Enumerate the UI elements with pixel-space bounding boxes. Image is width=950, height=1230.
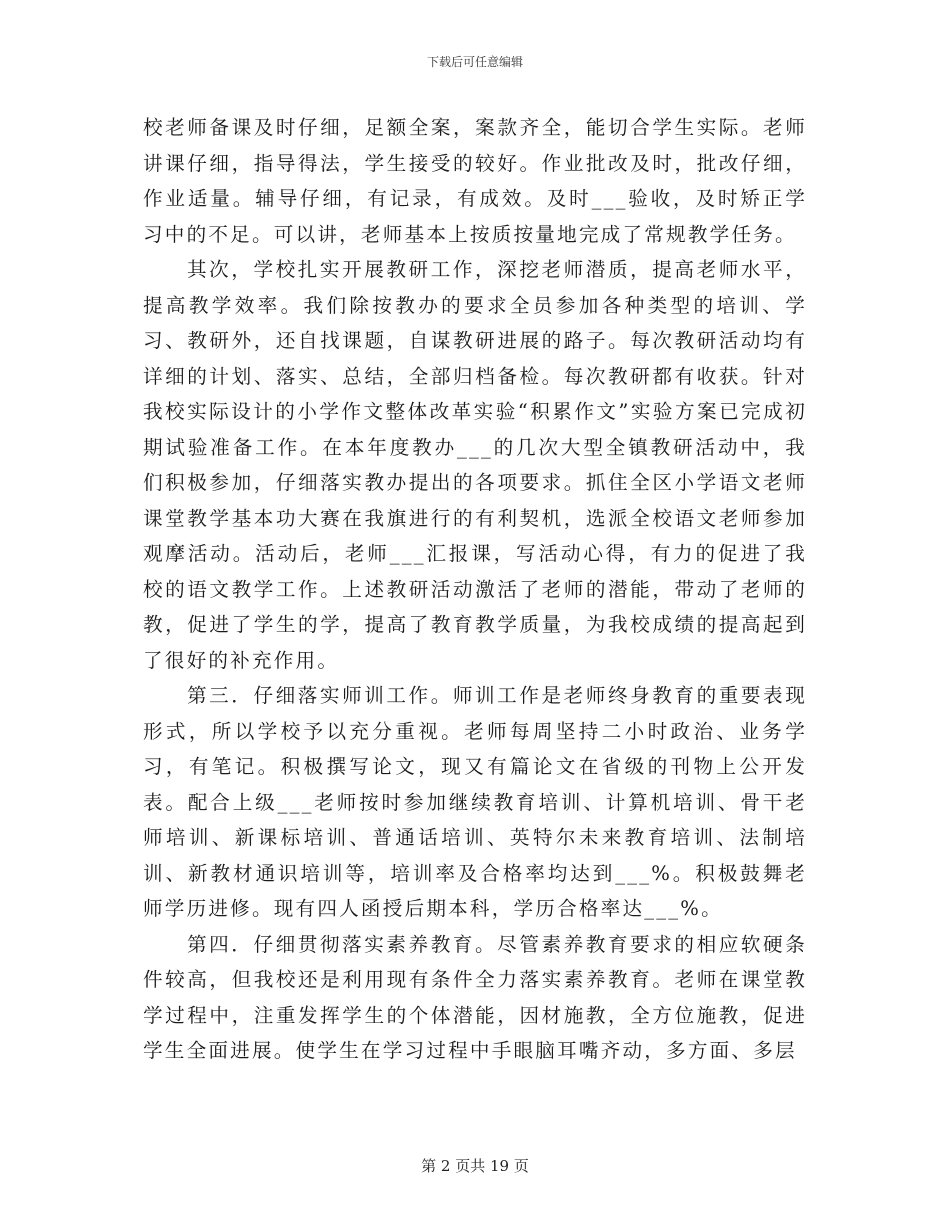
page-header-note: 下载后可任意编辑 [426, 55, 523, 69]
document-body [143, 110, 807, 1069]
paragraph-second: 其次，学校扎实开展教研工作，深挖老师潜质，提高老师水平，提高教学效率。我们除按教办的要求全员参加各种类型的培训、学习、教研外，还自找课题，自谋教研进展的路子。每次教研活动均有详细的计划、落实、总结，全部归档备检。每次教研都有收获。针对我校实际设计的小学作文整体改革实验“积累作文”实验方案已完成初期试验准备工作。在本年度教办___的几次大型全镇教研活动中，我们积极参加，仔细落实教办提出的各项要求。抓住全区小学语文老师课堂教学基本功大赛在我旗进行的有利契机，选派全校语文老师参加观摩活动。活动后，老师___汇报课，写活动心得，有力的促进了我校的语文教学工作。上述教研活动激活了老师的潜能，带动了老师的教，促进了学生的学，提高了教育教学质量，为我校成绩的提高起到了很好的补充作用。 [143, 258, 807, 672]
paragraph-fourth: 第四．仔细贯彻落实素养教育。尽管素养教育要求的相应软硬条件较高，但我校还是利用现有条件全力落实素养教育。老师在课堂教学过程中，注重发挥学生的个体潜能，因材施教，全方位施教，促进学生全面进展。使学生在学习过程中手眼脑耳嘴齐动，多方面、多层 [143, 932, 807, 1062]
paragraph-continuation: 校老师备课及时仔细，足额全案，案款齐全，能切合学生实际。老师讲课仔细，指导得法，学生接受的较好。作业批改及时，批改仔细，作业适量。辅导仔细，有记录，有成效。及时___验收，及时矫正学习中的不足。可以讲，老师基本上按质按量地完成了常规教学任务。 [143, 116, 807, 246]
paragraph-third: 第三．仔细落实师训工作。师训工作是老师终身教育的重要表现形式，所以学校予以充分重视。老师每周坚持二小时政治、业务学习，有笔记。积极撰写论文，现又有篇论文在省级的刊物上公开发表。配合上级___老师按时参加继续教育培训、计算机培训、骨干老师培训、新课标培训、普通话培训、英特尔未来教育培训、法制培训、新教材通识培训等，培训率及合格率均达到___%。积极鼓舞老师学历进修。现有四人函授后期本科，学历合格率达___%。 [143, 684, 807, 920]
page-number: 第 2 页共 19 页 [421, 1157, 529, 1175]
